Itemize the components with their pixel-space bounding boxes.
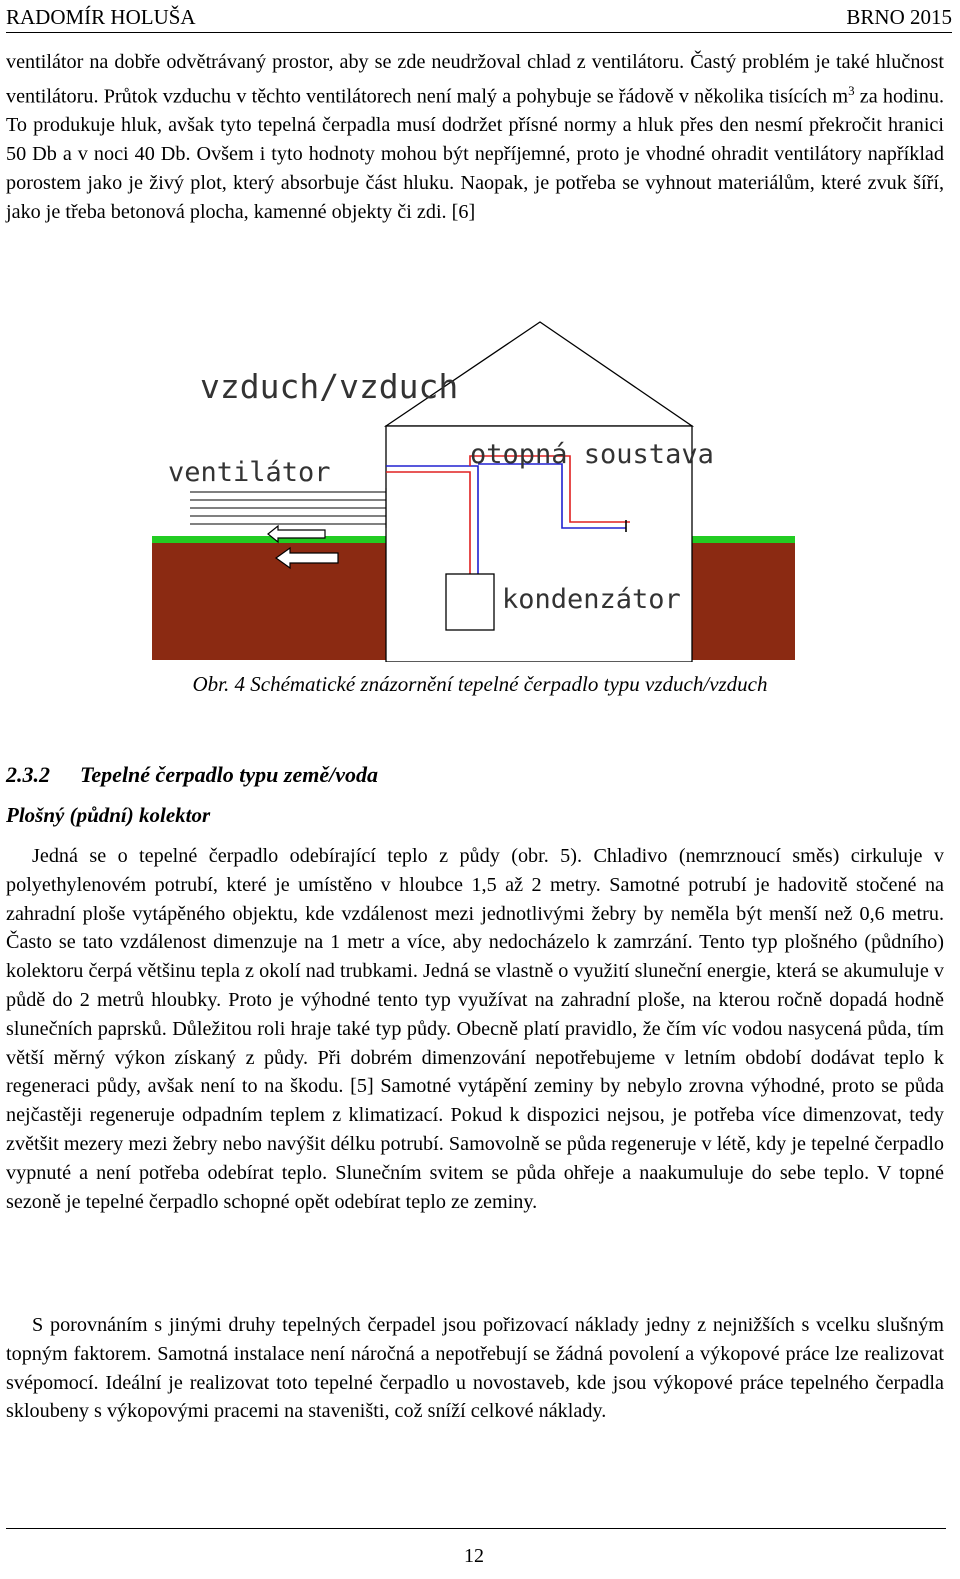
paragraph-3 [6, 1311, 944, 1426]
subsection-heading: Plošný (půdní) kolektor [6, 803, 211, 827]
paragraph-2 [6, 842, 944, 1216]
paragraph-3-text: S porovnáním s jinými druhy tepelných čerpadel jsou pořizovací náklady jedny z nejnižších s vcelku slušným topným faktorem. Samotná instalace není náročná a nepotřebují se žádná povolení a výkopové práce lze realizovat svépomocí. Ideální je realizovat toto tepelné čerpadlo u novostaveb, kde jsou výkopové práce tepelného čerpadla skloubeny s výkopovými pracemi na staveništi, což sníží celkové náklady. [6, 1314, 944, 1423]
header-author: RADOMÍR HOLUŠA [6, 5, 196, 29]
section-title: Tepelné čerpadlo typu země/voda [80, 762, 378, 787]
label-condenser: kondenzátor [502, 584, 681, 615]
page-header [6, 2, 952, 33]
figure-caption: Obr. 4 Schématické znázornění tepelné čerpadlo typu vzduch/vzduch [192, 672, 768, 696]
label-type: vzduch/vzduch [200, 367, 459, 406]
condenser-box [446, 574, 494, 630]
footer-divider [6, 1528, 946, 1529]
label-fan: ventilátor [168, 457, 331, 488]
label-heating-system: otopná soustava [470, 439, 714, 470]
header-place-year: BRNO 2015 [846, 5, 952, 29]
section-heading [6, 762, 378, 788]
fan-air-flow [190, 488, 386, 528]
page-number: 12 [464, 1545, 484, 1567]
superscript-3: 3 [848, 82, 855, 98]
air-air-heat-pump-diagram [150, 316, 800, 662]
diagram-svg [150, 316, 800, 662]
paragraph-1-text-b: za hodinu. To produkuje hluk, avšak tyto tepelná čerpadla musí dodržet přísné normy a hluk přes den nesmí překročit hranici 50 Db a v noci 40 Db. Ovšem i tyto hodnoty mohou být nepříjemné, proto je vhodné ohradit ventilátory například porostem jako je živý plot, který absorbuje část hluku. Naopak, je potřeba se vyhnout materiálům, které zvuk šíří, jako je třeba betonová plocha, kamenné objekty či zdi. [6] [6, 85, 945, 223]
paragraph-1 [6, 48, 944, 227]
paragraph-1-text-a: ventilátor na dobře odvětrávaný prostor, aby se zde neudržoval chlad z ventilátoru. Častý problém je také hlučnost ventilátoru. Průtok vzduchu v těchto ventilátorech není malý a pohybuje se řádově v několika tisících m [6, 51, 944, 108]
section-number: 2.3.2 [6, 762, 50, 787]
paragraph-2-text: Jedná se o tepelné čerpadlo odebírající teplo z půdy (obr. 5). Chladivo (nemrznoucí směs) cirkuluje v polyethylenovém potrubí, které je umístěno v hloubce 1,5 až 2 metry. Samotné potrubí je hadovitě stočené na zahradní ploše vytápěného objektu, kde vzdálenost mezi jednotlivými žebry by neměla být menší než 0,6 metru. Často se tato vzdálenost dimenzuje na 1 metr a více, aby nedocházelo k zamrzání. Tento typ plošného (půdního) kolektoru čerpá většinu tepla z okolí nad trubkami. Jedná se vlastně o využití sluneční energie, která se akumuluje v půdě do 2 metrů hloubky. Proto je výhodné tento typ využívat na zahradní ploše, na kterou ročně dopadá hodně slunečních paprsků. Důležitou roli hraje také typ půdy. Obecně platí pravidlo, že čím víc vodou nasycená půda, tím větší měrný výkon získaný z půdy. Při dobrém dimenzování nepotřebujeme v letním období dodávat teplo k regeneraci půdy, avšak není to na škodu. [5] Samotné vytápění zeminy by nebylo zrovna výhodné, proto se půda nejčastěji regeneruje odpadním teplem z klimatizací. Pokud k dispozici nejsou, je potřeba více dimenzovat, tedy zvětšit mezery mezi žebry nebo navýšit délku potrubí. Samovolně se půda regeneruje v létě, kdy je tepelné čerpadlo vypnuté a není potřeba odebírat teplo. Slunečním svitem se půda ohřeje a naakumuluje do sebe teplo. V topné sezoně je tepelné čerpadlo schopné opět odebírat teplo ze zeminy. [6, 845, 944, 1213]
